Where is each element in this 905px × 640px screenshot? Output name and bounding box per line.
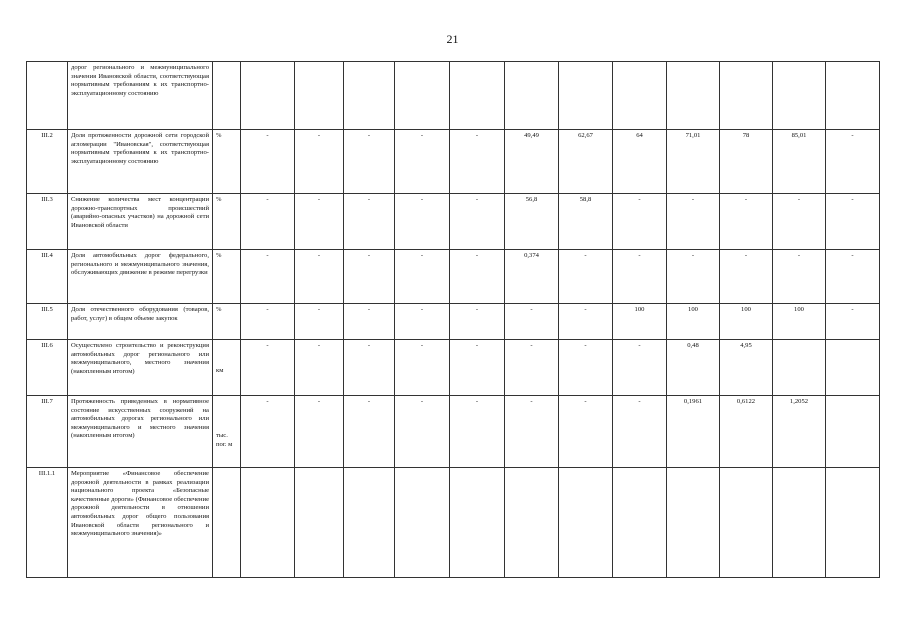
value-cell bbox=[295, 468, 344, 578]
row-number: III.4 bbox=[27, 250, 68, 304]
indicator-name: Осуществлено строительство и реконструкция автомобильных дорог регионального или межмуниципального, местного значения (накопленным итогом) bbox=[68, 340, 213, 396]
value-cell: - bbox=[295, 194, 344, 250]
value-cell: - bbox=[450, 304, 505, 340]
value-cell bbox=[667, 468, 720, 578]
value-cell: - bbox=[295, 304, 344, 340]
value-cell: 100 bbox=[773, 304, 826, 340]
value-cell bbox=[559, 468, 613, 578]
value-cell bbox=[720, 62, 773, 130]
value-cell: - bbox=[344, 130, 395, 194]
value-cell: - bbox=[241, 250, 295, 304]
value-cell bbox=[773, 62, 826, 130]
value-cell bbox=[773, 468, 826, 578]
value-cell: - bbox=[826, 194, 880, 250]
value-cell bbox=[613, 468, 667, 578]
unit-cell bbox=[213, 130, 241, 194]
value-cell bbox=[826, 340, 880, 396]
value-cell bbox=[559, 62, 613, 130]
value-cell: - bbox=[559, 340, 613, 396]
value-cell bbox=[505, 468, 559, 578]
value-cell: - bbox=[241, 130, 295, 194]
value-cell: - bbox=[505, 304, 559, 340]
value-cell: - bbox=[450, 250, 505, 304]
value-cell: 62,67 bbox=[559, 130, 613, 194]
value-cell bbox=[344, 62, 395, 130]
value-cell: - bbox=[826, 304, 880, 340]
value-cell: - bbox=[450, 340, 505, 396]
unit-cell bbox=[213, 62, 241, 130]
value-cell: - bbox=[295, 340, 344, 396]
unit-label: % bbox=[216, 306, 222, 313]
value-cell: - bbox=[295, 396, 344, 468]
value-cell bbox=[450, 468, 505, 578]
table-row bbox=[27, 340, 880, 396]
indicator-name: Доля автомобильных дорог федерального, регионального и межмуниципального значения, обслуживающих движение в режиме перегрузки bbox=[68, 250, 213, 304]
row-number: III.7 bbox=[27, 396, 68, 468]
value-cell: - bbox=[613, 396, 667, 468]
indicator-name: Доля отечественного оборудования (товаров, работ, услуг) в общем объеме закупок bbox=[68, 304, 213, 340]
value-cell: - bbox=[613, 194, 667, 250]
value-cell bbox=[720, 468, 773, 578]
value-cell: - bbox=[241, 194, 295, 250]
value-cell: - bbox=[344, 250, 395, 304]
value-cell: - bbox=[295, 130, 344, 194]
value-cell: 0,1961 bbox=[667, 396, 720, 468]
value-cell: - bbox=[295, 250, 344, 304]
value-cell: - bbox=[344, 194, 395, 250]
value-cell: 0,48 bbox=[667, 340, 720, 396]
value-cell bbox=[613, 62, 667, 130]
value-cell: - bbox=[395, 130, 450, 194]
unit-cell bbox=[213, 396, 241, 468]
value-cell: 1,2052 bbox=[773, 396, 826, 468]
unit-cell bbox=[213, 468, 241, 578]
value-cell: - bbox=[773, 194, 826, 250]
value-cell bbox=[826, 62, 880, 130]
page-number: 21 bbox=[446, 32, 459, 46]
value-cell: 71,01 bbox=[667, 130, 720, 194]
table-row bbox=[27, 62, 880, 130]
row-number: III.2 bbox=[27, 130, 68, 194]
row-number: III.1.1 bbox=[27, 468, 68, 578]
value-cell: 100 bbox=[613, 304, 667, 340]
indicator-name: Протяженность приведенных в нормативное состояние искусственных сооружений на автомобильных дорогах регионального или межмуниципального и местного значения (накопленным итогом) bbox=[68, 396, 213, 468]
indicator-name: Мероприятие «Финансовое обеспечение дорожной деятельности в рамках реализации национального проекта «Безопасные качественные дороги» (Финансовое обеспечение дорожной деятельности в отношении автомобильных дорог общего пользования Ивановской области регионального и межмуниципального значения)» bbox=[68, 468, 213, 578]
value-cell: - bbox=[395, 250, 450, 304]
value-cell: - bbox=[241, 396, 295, 468]
value-cell: - bbox=[826, 250, 880, 304]
value-cell: 0,6122 bbox=[720, 396, 773, 468]
value-cell: - bbox=[720, 250, 773, 304]
unit-label: % bbox=[216, 196, 222, 203]
value-cell: - bbox=[613, 250, 667, 304]
unit-label: % bbox=[216, 132, 222, 139]
indicator-name: Доля протяженности дорожной сети городской агломерации "Ивановская", соответствующая нормативным требованиям к их транспортно-эксплуатационному состоянию bbox=[68, 130, 213, 194]
value-cell bbox=[295, 62, 344, 130]
value-cell bbox=[667, 62, 720, 130]
value-cell: - bbox=[667, 250, 720, 304]
value-cell: 85,01 bbox=[773, 130, 826, 194]
value-cell bbox=[826, 396, 880, 468]
value-cell bbox=[773, 340, 826, 396]
row-number: III.6 bbox=[27, 340, 68, 396]
value-cell: 4,95 bbox=[720, 340, 773, 396]
value-cell: - bbox=[450, 194, 505, 250]
value-cell: - bbox=[395, 396, 450, 468]
row-number: III.3 bbox=[27, 194, 68, 250]
value-cell: - bbox=[395, 340, 450, 396]
row-number: III.5 bbox=[27, 304, 68, 340]
value-cell bbox=[826, 468, 880, 578]
value-cell: 49,49 bbox=[505, 130, 559, 194]
table-row bbox=[27, 304, 880, 340]
indicators-table bbox=[26, 61, 880, 578]
value-cell: - bbox=[559, 250, 613, 304]
row-number bbox=[27, 62, 68, 130]
value-cell bbox=[241, 62, 295, 130]
value-cell: - bbox=[613, 340, 667, 396]
table-row bbox=[27, 130, 880, 194]
value-cell bbox=[241, 468, 295, 578]
value-cell: - bbox=[720, 194, 773, 250]
unit-cell bbox=[213, 304, 241, 340]
table-row bbox=[27, 250, 880, 304]
value-cell: - bbox=[395, 194, 450, 250]
value-cell: - bbox=[241, 304, 295, 340]
unit-cell bbox=[213, 194, 241, 250]
indicator-name: Снижение количества мест концентрации дорожно-транспортных происшествий (аварийно-опасных участков) на дорожной сети Ивановской области bbox=[68, 194, 213, 250]
value-cell: - bbox=[344, 304, 395, 340]
unit-cell bbox=[213, 340, 241, 396]
value-cell: - bbox=[344, 396, 395, 468]
value-cell: 100 bbox=[667, 304, 720, 340]
indicator-name: дорог регионального и межмуниципального значения Ивановской области, соответствующая нормативным требованиям к их транспортно-эксплуатационному состоянию bbox=[68, 62, 213, 130]
value-cell bbox=[395, 62, 450, 130]
unit-label: % bbox=[216, 252, 222, 259]
table-row bbox=[27, 194, 880, 250]
value-cell bbox=[344, 468, 395, 578]
value-cell: - bbox=[826, 130, 880, 194]
unit-label: тыс. пог. м bbox=[216, 431, 233, 448]
value-cell: - bbox=[505, 340, 559, 396]
value-cell: - bbox=[241, 340, 295, 396]
value-cell bbox=[395, 468, 450, 578]
value-cell: 78 bbox=[720, 130, 773, 194]
value-cell: 56,8 bbox=[505, 194, 559, 250]
value-cell: - bbox=[344, 340, 395, 396]
value-cell: - bbox=[559, 304, 613, 340]
value-cell: - bbox=[773, 250, 826, 304]
value-cell: - bbox=[450, 396, 505, 468]
table-row bbox=[27, 468, 880, 578]
value-cell: - bbox=[395, 304, 450, 340]
value-cell: 100 bbox=[720, 304, 773, 340]
value-cell: 58,8 bbox=[559, 194, 613, 250]
value-cell: - bbox=[450, 130, 505, 194]
value-cell: 64 bbox=[613, 130, 667, 194]
value-cell: - bbox=[505, 396, 559, 468]
value-cell: - bbox=[667, 194, 720, 250]
unit-label: км bbox=[216, 367, 224, 375]
unit-cell bbox=[213, 250, 241, 304]
value-cell bbox=[450, 62, 505, 130]
value-cell: - bbox=[559, 396, 613, 468]
value-cell: 0,374 bbox=[505, 250, 559, 304]
table-row bbox=[27, 396, 880, 468]
value-cell bbox=[505, 62, 559, 130]
